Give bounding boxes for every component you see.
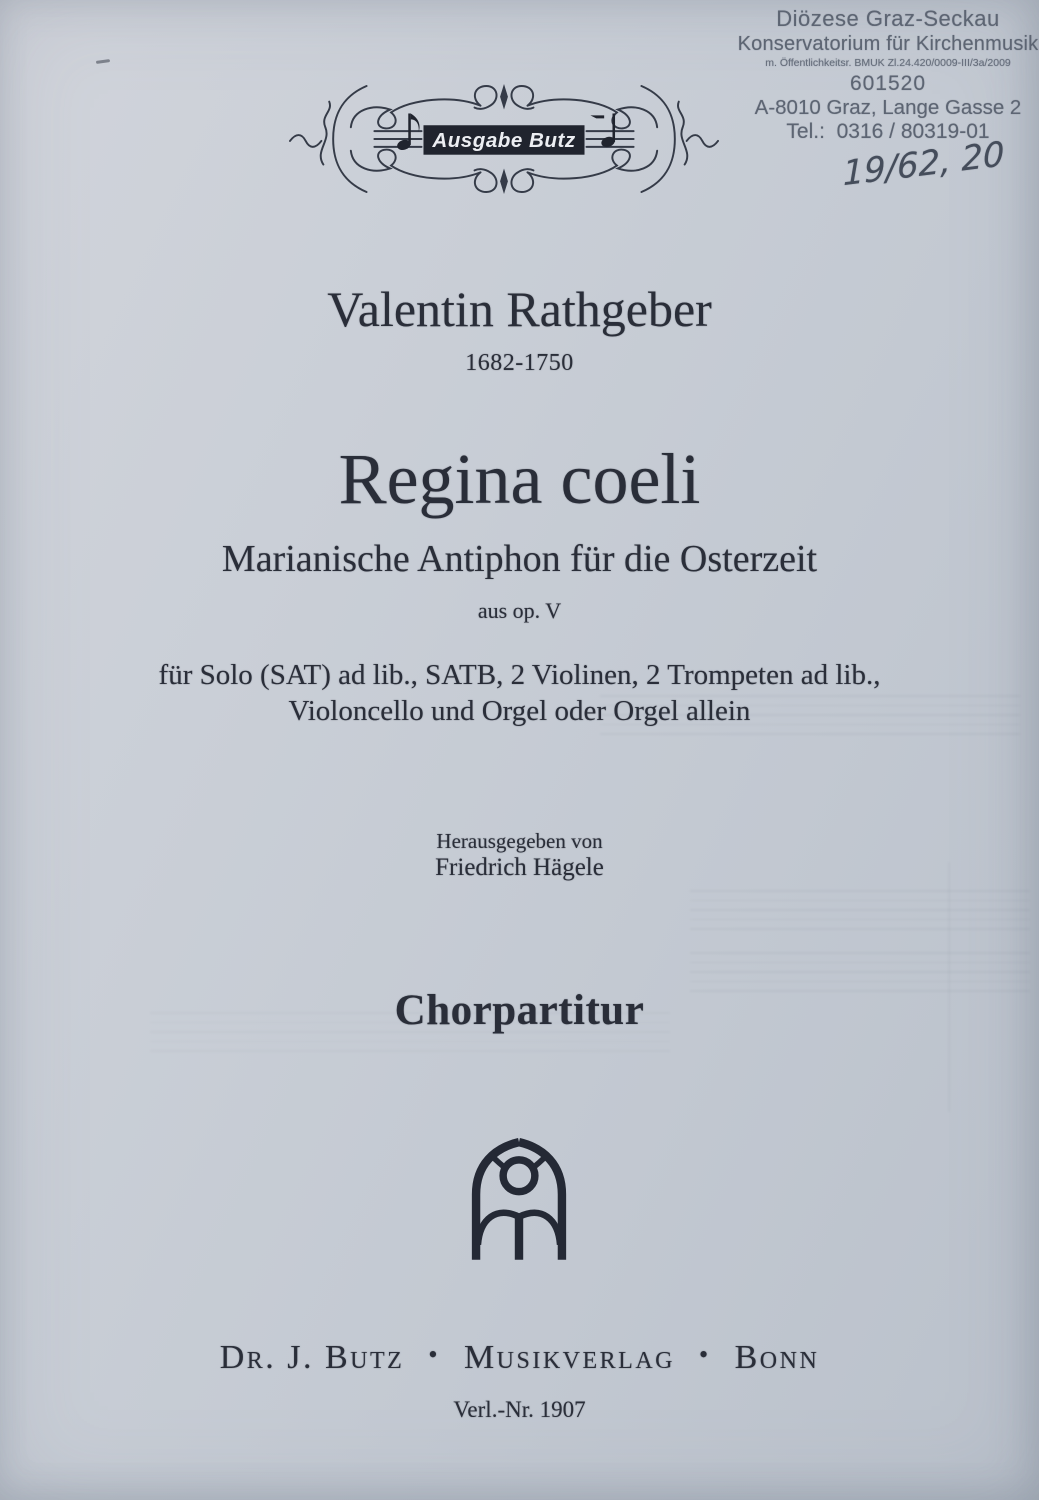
banner-title-text: Ausgabe Butz (432, 128, 576, 152)
stamp-registry-line: m. Öffentlichkeitsr. BMUK Zl.24.420/0009-III/3a/2009 (765, 57, 1011, 69)
scoring-line1: für Solo (SAT) ad lib., SATB, 2 Violinen, 2 Trompeten ad lib., (158, 659, 881, 691)
staff-showthrough (690, 890, 1030, 938)
composer-dates: 1682-1750 (465, 350, 574, 376)
composer-name: Valentin Rathgeber (327, 281, 712, 337)
paper-speck (96, 59, 110, 64)
publisher-imprint (0, 1339, 1039, 1377)
publisher-business: Musikverlag (463, 1339, 675, 1376)
staff-showthrough (600, 695, 1020, 743)
gothic-window-icon (463, 1138, 575, 1262)
stamp-institution-line1: Diözese Graz-Seckau (776, 6, 1000, 31)
handwritten-shelf-mark: 19/62, 20 (842, 134, 1005, 195)
showthrough-vertical-line (948, 862, 950, 1112)
library-stamp (730, 6, 1039, 144)
editor-label: Herausgegeben von (436, 829, 603, 853)
imprint-separator-2: • (699, 1340, 711, 1369)
stamp-institution-line2: Konservatorium für Kirchenmusik (737, 33, 1039, 55)
staff-showthrough (150, 1012, 670, 1060)
banner-left-paren (333, 86, 366, 192)
stamp-phone-line: Tel.: 0316 / 80319-01 (786, 120, 990, 143)
publisher-city: Bonn (734, 1339, 820, 1376)
banner-right-paren (641, 86, 674, 192)
editor-name: Friedrich Hägele (435, 854, 604, 881)
edition-type: Chorpartitur (394, 987, 645, 1034)
publisher-name: Dr. J. Butz (219, 1339, 405, 1376)
imprint-separator-1: • (428, 1340, 440, 1369)
stamp-address-line: A-8010 Graz, Lange Gasse 2 (754, 96, 1022, 119)
stamp-inventory-number: 601520 (849, 72, 927, 95)
publisher-number: Verl.-Nr. 1907 (453, 1397, 586, 1422)
staff-showthrough (690, 952, 1030, 1000)
ausgabe-butz-logo (288, 70, 720, 208)
opus-line: aus op. V (477, 598, 562, 623)
work-subtitle: Marianische Antiphon für die Osterzeit (221, 538, 818, 580)
scoring-line2: Violoncello und Orgel oder Orgel allein (288, 695, 751, 727)
work-title: Regina coeli (338, 439, 701, 519)
